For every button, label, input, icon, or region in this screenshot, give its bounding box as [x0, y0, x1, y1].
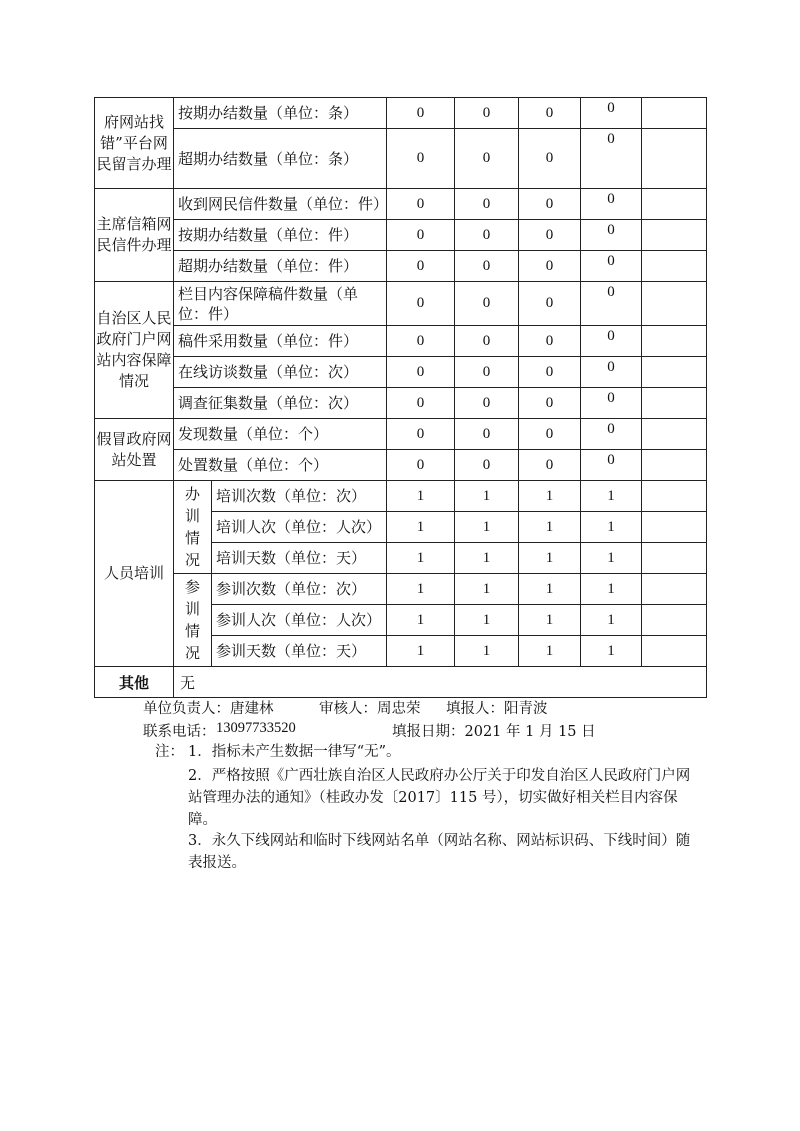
indicator-cell: 参训次数（单位：次） — [212, 574, 387, 605]
table-row-other — [95, 667, 707, 698]
indicator-cell: 超期办结数量（单位：件） — [174, 251, 387, 282]
value-cell: 0 — [387, 450, 455, 481]
value-cell: 0 — [581, 251, 642, 282]
filler: 填报人：阳青波 — [446, 701, 548, 717]
indicator-cell: 收到网民信件数量（单位：件） — [174, 189, 387, 220]
value-cell: 0 — [387, 282, 455, 326]
value-cell: 1 — [455, 605, 519, 636]
value-cell — [642, 326, 707, 357]
note-3: 3．永久下线网站和临时下线网站名单（网站名称、网站标识码、下线时间）随表报送。 — [188, 833, 691, 871]
value-cell: 1 — [387, 512, 455, 543]
table-row — [95, 481, 707, 512]
indicator-cell: 培训次数（单位：次） — [212, 481, 387, 512]
value-cell: 0 — [455, 357, 519, 388]
value-cell: 1 — [455, 574, 519, 605]
value-cell — [642, 282, 707, 326]
value-cell: 1 — [455, 543, 519, 574]
value-cell — [642, 512, 707, 543]
indicator-cell: 参训天数（单位：天） — [212, 636, 387, 667]
value-cell: 1 — [581, 481, 642, 512]
value-cell: 0 — [387, 251, 455, 282]
category-cell: 府网站找错”平台网民留言办理 — [95, 98, 174, 189]
value-cell — [642, 251, 707, 282]
value-cell: 0 — [519, 129, 581, 189]
value-cell: 1 — [455, 636, 519, 667]
value-cell: 1 — [519, 605, 581, 636]
value-cell: 0 — [387, 357, 455, 388]
value-cell: 0 — [455, 189, 519, 220]
value-cell — [642, 419, 707, 450]
value-cell — [642, 220, 707, 251]
value-cell: 1 — [455, 512, 519, 543]
indicator-cell: 稿件采用数量（单位：件） — [174, 326, 387, 357]
responsible-person: 单位负责人：唐建林 — [143, 701, 274, 717]
value-cell: 0 — [581, 388, 642, 419]
table-row — [95, 450, 707, 481]
category-cell: 假冒政府网站处置 — [95, 419, 174, 481]
value-cell: 0 — [581, 98, 642, 129]
phone-number: 13097733520 — [216, 720, 296, 736]
value-cell — [642, 450, 707, 481]
value-cell: 0 — [455, 326, 519, 357]
category-cell: 人员培训 — [95, 481, 174, 667]
value-cell: 0 — [455, 220, 519, 251]
indicator-cell: 调查征集数量（单位：次） — [174, 388, 387, 419]
value-cell: 1 — [581, 543, 642, 574]
value-cell: 1 — [519, 481, 581, 512]
table-row — [95, 129, 707, 189]
value-cell — [642, 605, 707, 636]
value-cell: 0 — [455, 98, 519, 129]
value-cell: 0 — [519, 419, 581, 450]
indicator-cell: 处置数量（单位：个） — [174, 450, 387, 481]
value-cell: 0 — [581, 357, 642, 388]
indicator-cell: 在线访谈数量（单位：次） — [174, 357, 387, 388]
value-cell: 0 — [387, 388, 455, 419]
table-row — [95, 189, 707, 220]
value-cell: 0 — [581, 326, 642, 357]
table-row — [95, 98, 707, 129]
value-cell: 0 — [519, 357, 581, 388]
indicator-cell: 按期办结数量（单位：件） — [174, 220, 387, 251]
indicator-cell: 培训人次（单位：人次） — [212, 512, 387, 543]
value-cell: 0 — [519, 98, 581, 129]
value-cell: 0 — [519, 388, 581, 419]
value-cell — [642, 388, 707, 419]
indicator-cell: 按期办结数量（单位：条） — [174, 98, 387, 129]
value-cell: 0 — [455, 251, 519, 282]
indicator-cell: 超期办结数量（单位：条） — [174, 129, 387, 189]
table-row — [95, 357, 707, 388]
indicator-cell: 培训天数（单位：天） — [212, 543, 387, 574]
value-cell: 0 — [455, 419, 519, 450]
value-cell: 1 — [581, 512, 642, 543]
table-row — [95, 220, 707, 251]
value-cell: 0 — [455, 388, 519, 419]
value-cell — [642, 481, 707, 512]
value-cell: 1 — [581, 574, 642, 605]
table-body — [95, 98, 707, 698]
other-label: 其他 — [95, 667, 174, 698]
value-cell: 1 — [581, 636, 642, 667]
subcategory-cell: 参训情况 — [174, 574, 212, 667]
value-cell: 1 — [387, 636, 455, 667]
note-1: 1．指标未产生数据一律写“无”。 — [188, 744, 401, 760]
table-row — [95, 282, 707, 326]
table-row — [95, 574, 707, 605]
value-cell — [642, 357, 707, 388]
indicator-cell: 栏目内容保障稿件数量（单位：件） — [174, 282, 387, 326]
value-cell: 1 — [387, 574, 455, 605]
value-cell — [642, 129, 707, 189]
value-cell: 0 — [455, 282, 519, 326]
value-cell: 0 — [387, 220, 455, 251]
other-value: 无 — [174, 667, 707, 698]
value-cell: 0 — [387, 326, 455, 357]
value-cell — [642, 189, 707, 220]
table-row — [95, 419, 707, 450]
value-cell: 0 — [581, 450, 642, 481]
category-cell: 主席信箱网民信件办理 — [95, 189, 174, 282]
phone-label: 联系电话： — [143, 724, 216, 740]
table-row — [95, 388, 707, 419]
note-2: 2．严格按照《广西壮族自治区人民政府办公厅关于印发自治区人民政府门户网站管理办法的通知》（桂政办发〔2017〕115 号），切实做好相关栏目内容保障。 — [188, 768, 691, 828]
report-date: 填报日期：2021 年 1 月 15 日 — [392, 724, 596, 740]
indicator-cell: 发现数量（单位：个） — [174, 419, 387, 450]
value-cell: 0 — [581, 220, 642, 251]
value-cell — [642, 98, 707, 129]
value-cell: 1 — [519, 574, 581, 605]
value-cell: 0 — [387, 189, 455, 220]
value-cell: 0 — [387, 98, 455, 129]
value-cell: 1 — [519, 636, 581, 667]
value-cell: 0 — [519, 220, 581, 251]
statistics-table — [94, 97, 707, 698]
value-cell: 1 — [387, 543, 455, 574]
category-cell: 自治区人民政府门户网站内容保障情况 — [95, 282, 174, 419]
value-cell: 0 — [519, 282, 581, 326]
value-cell: 0 — [581, 129, 642, 189]
value-cell: 0 — [519, 326, 581, 357]
value-cell: 0 — [581, 419, 642, 450]
value-cell — [642, 636, 707, 667]
value-cell: 0 — [519, 189, 581, 220]
table-row — [95, 326, 707, 357]
value-cell: 1 — [519, 512, 581, 543]
value-cell: 0 — [519, 450, 581, 481]
value-cell: 1 — [455, 481, 519, 512]
value-cell: 0 — [455, 129, 519, 189]
table-row — [95, 251, 707, 282]
value-cell: 0 — [387, 419, 455, 450]
value-cell — [642, 543, 707, 574]
value-cell: 1 — [387, 481, 455, 512]
subcategory-cell: 办训情况 — [174, 481, 212, 574]
value-cell: 0 — [581, 189, 642, 220]
notes-prefix: 注： — [155, 744, 184, 760]
reviewer: 审核人：周忠荣 — [319, 701, 421, 717]
indicator-cell: 参训人次（单位：人次） — [212, 605, 387, 636]
value-cell: 0 — [581, 282, 642, 326]
value-cell — [642, 574, 707, 605]
value-cell: 1 — [581, 605, 642, 636]
value-cell: 1 — [519, 543, 581, 574]
value-cell: 0 — [455, 450, 519, 481]
value-cell: 1 — [387, 605, 455, 636]
value-cell: 0 — [387, 129, 455, 189]
value-cell: 0 — [519, 251, 581, 282]
